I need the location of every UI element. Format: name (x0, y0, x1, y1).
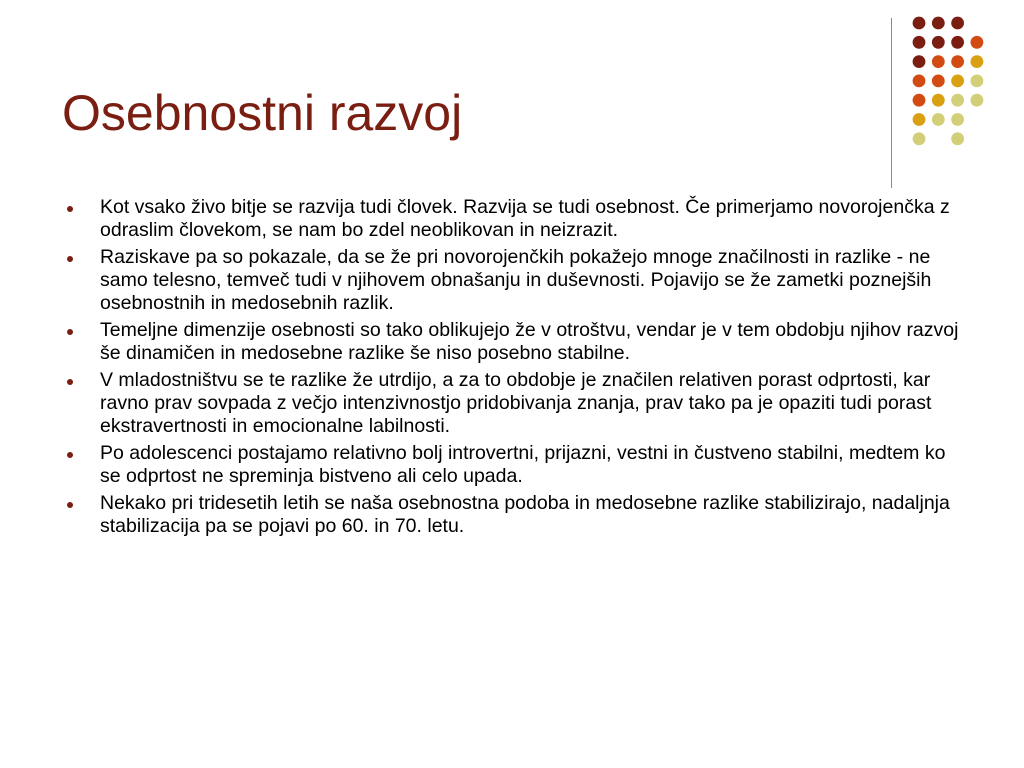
decorative-dot (913, 36, 926, 49)
decorative-dot (971, 94, 984, 107)
decorative-dot (951, 94, 964, 107)
decorative-dot (932, 55, 945, 68)
bullet-marker (67, 379, 73, 385)
decorative-dot (913, 113, 926, 126)
bullet-text: V mladostništvu se te razlike že utrdijo, a za to obdobje je značilen relativen porast odprtosti, kar ravno prav sovpada z večjo intenzivnostjo pridobivanja znanja, prav tako pa je opaziti tudi porast ekstravertnosti in emocionalne labilnosti. (100, 369, 932, 437)
bullet-marker (67, 329, 73, 335)
decorative-dot (913, 132, 926, 145)
decorative-dot-grid (0, 0, 1024, 200)
bullet-marker (67, 452, 73, 458)
decorative-dot (971, 55, 984, 68)
bullet-item (66, 369, 966, 438)
bullet-text: Raziskave pa so pokazale, da se že pri novorojenčkih pokažejo mnoge značilnosti in razlike - ne samo telesno, temveč tudi v njihovem obnašanju in duševnosti. Pojavijo se že zametki poznejših osebnostnih in medosebnih razlik. (100, 246, 932, 314)
decorative-dot (951, 55, 964, 68)
decorative-dot (951, 75, 964, 88)
bullet-item (66, 492, 966, 538)
bullet-marker (67, 502, 73, 508)
decorative-dot (971, 75, 984, 88)
decorative-dot (951, 17, 964, 30)
bullet-item (66, 246, 966, 315)
decorative-dot (913, 17, 926, 30)
decorative-dot (932, 113, 945, 126)
decorative-dot (971, 36, 984, 49)
decorative-dot (932, 17, 945, 30)
decorative-dot (913, 75, 926, 88)
decorative-dot (951, 36, 964, 49)
bullet-text: Temeljne dimenzije osebnosti so tako oblikujejo že v otroštvu, vendar je v tem obdobju njihov razvoj še dinamičen in medosebne razlike še niso posebno stabilne. (100, 319, 959, 364)
decorative-dot (913, 55, 926, 68)
bullet-text: Po adolescenci postajamo relativno bolj introvertni, prijazni, vestni in čustveno stabilni, medtem ko se odprtost ne spreminja bistveno ali celo upada. (100, 442, 946, 487)
decorative-dot (951, 113, 964, 126)
bullet-marker (67, 256, 73, 262)
slide-title: Osebnostni razvoj (62, 85, 463, 141)
bullet-list (66, 196, 966, 542)
decorative-dot (913, 94, 926, 107)
bullet-item (66, 196, 966, 242)
bullet-marker (67, 206, 73, 212)
bullet-text: Nekako pri tridesetih letih se naša osebnostna podoba in medosebne razlike stabilizirajo, nadaljnja stabilizacija pa se pojavi po 60. in 70. letu. (100, 492, 950, 537)
decorative-dot (932, 36, 945, 49)
decorative-dot (951, 132, 964, 145)
bullet-item (66, 319, 966, 365)
bullet-item (66, 442, 966, 488)
bullet-text: Kot vsako živo bitje se razvija tudi človek. Razvija se tudi osebnost. Če primerjamo novorojenčka z odraslim človekom, se nam bo zdel neoblikovan in neizrazit. (100, 196, 950, 241)
decorative-dot (932, 94, 945, 107)
decorative-dot (932, 75, 945, 88)
